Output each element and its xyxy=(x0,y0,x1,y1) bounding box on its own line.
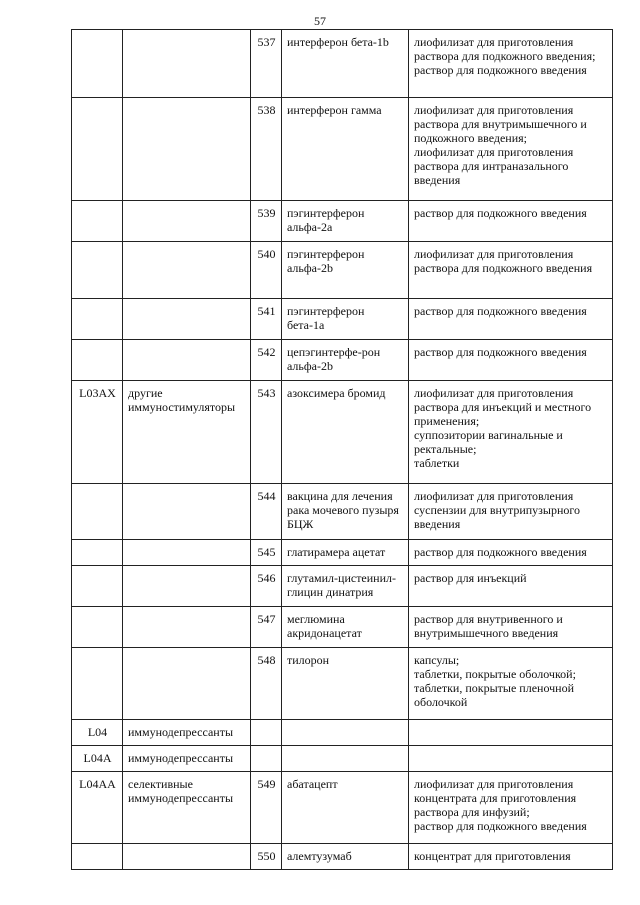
table-row xyxy=(72,299,613,340)
row-number-cell: 548 xyxy=(251,648,282,720)
atc-code-cell: L04A xyxy=(72,746,123,772)
table-row xyxy=(72,844,613,870)
drug-name-cell: абатацепт xyxy=(282,772,409,844)
row-number-cell: 542 xyxy=(251,340,282,381)
dosage-form-cell: лиофилизат для приготовления раствора для подкожного введения; раствор для подкожного введения xyxy=(409,30,613,98)
group-name-cell xyxy=(123,299,251,340)
dosage-form-cell: раствор для подкожного введения xyxy=(409,299,613,340)
drug-name-cell: азоксимера бромид xyxy=(282,381,409,484)
drug-name-cell: интерферон гамма xyxy=(282,98,409,201)
group-name-cell xyxy=(123,30,251,98)
table-row xyxy=(72,772,613,844)
row-number-cell: 539 xyxy=(251,201,282,242)
group-name-cell xyxy=(123,648,251,720)
atc-code-cell xyxy=(72,484,123,540)
dosage-form-cell: раствор для подкожного введения xyxy=(409,201,613,242)
drug-name-cell: цепэгинтерфе-рон альфа-2b xyxy=(282,340,409,381)
table-row xyxy=(72,484,613,540)
drug-name-cell: тилорон xyxy=(282,648,409,720)
group-name-cell: другие иммуностимуляторы xyxy=(123,381,251,484)
drug-name-cell: алемтузумаб xyxy=(282,844,409,870)
drug-table xyxy=(71,29,613,870)
drug-name-cell xyxy=(282,720,409,746)
table-row xyxy=(72,720,613,746)
group-name-cell xyxy=(123,242,251,299)
row-number-cell: 546 xyxy=(251,566,282,607)
drug-name-cell: глатирамера ацетат xyxy=(282,540,409,566)
row-number-cell: 541 xyxy=(251,299,282,340)
row-number-cell: 550 xyxy=(251,844,282,870)
group-name-cell: селективные иммунодепрессанты xyxy=(123,772,251,844)
dosage-form-cell: раствор для инъекций xyxy=(409,566,613,607)
atc-code-cell: L03AX xyxy=(72,381,123,484)
row-number-cell: 549 xyxy=(251,772,282,844)
dosage-form-cell: лиофилизат для приготовления концентрата для приготовления раствора для инфузий; раствор для подкожного введения xyxy=(409,772,613,844)
atc-code-cell xyxy=(72,242,123,299)
table-row xyxy=(72,540,613,566)
table-row xyxy=(72,381,613,484)
group-name-cell: иммунодепрессанты xyxy=(123,720,251,746)
drug-name-cell: меглюмина акридонацетат xyxy=(282,607,409,648)
table-row xyxy=(72,340,613,381)
atc-code-cell xyxy=(72,98,123,201)
table-row xyxy=(72,607,613,648)
row-number-cell xyxy=(251,720,282,746)
dosage-form-cell xyxy=(409,746,613,772)
atc-code-cell xyxy=(72,201,123,242)
group-name-cell xyxy=(123,340,251,381)
dosage-form-cell: раствор для внутривенного и внутримышечного введения xyxy=(409,607,613,648)
dosage-form-cell: лиофилизат для приготовления раствора для инъекций и местного применения; суппозитории вагинальные и ректальные; таблетки xyxy=(409,381,613,484)
atc-code-cell xyxy=(72,607,123,648)
row-number-cell: 537 xyxy=(251,30,282,98)
drug-name-cell: вакцина для лечения рака мочевого пузыря БЦЖ xyxy=(282,484,409,540)
dosage-form-cell: лиофилизат для приготовления раствора для внутримышечного и подкожного введения; лиофилизат для приготовления раствора для интраназального введения xyxy=(409,98,613,201)
dosage-form-cell: раствор для подкожного введения xyxy=(409,340,613,381)
dosage-form-cell: капсулы; таблетки, покрытые оболочкой; таблетки, покрытые пленочной оболочкой xyxy=(409,648,613,720)
atc-code-cell xyxy=(72,30,123,98)
drug-name-cell: глутамил-цистеинил-глицин динатрия xyxy=(282,566,409,607)
page-number: 57 xyxy=(314,14,326,28)
atc-code-cell xyxy=(72,844,123,870)
atc-code-cell xyxy=(72,566,123,607)
drug-name-cell: пэгинтерферон альфа-2a xyxy=(282,201,409,242)
atc-code-cell: L04AA xyxy=(72,772,123,844)
group-name-cell xyxy=(123,607,251,648)
atc-code-cell xyxy=(72,648,123,720)
group-name-cell: иммунодепрессанты xyxy=(123,746,251,772)
table-row xyxy=(72,201,613,242)
row-number-cell xyxy=(251,746,282,772)
dosage-form-cell: лиофилизат для приготовления суспензии для внутрипузырного введения xyxy=(409,484,613,540)
row-number-cell: 543 xyxy=(251,381,282,484)
row-number-cell: 545 xyxy=(251,540,282,566)
dosage-form-cell: раствор для подкожного введения xyxy=(409,540,613,566)
row-number-cell: 547 xyxy=(251,607,282,648)
table-row xyxy=(72,648,613,720)
group-name-cell xyxy=(123,201,251,242)
table-row xyxy=(72,30,613,98)
dosage-form-cell: лиофилизат для приготовления раствора для подкожного введения xyxy=(409,242,613,299)
group-name-cell xyxy=(123,98,251,201)
group-name-cell xyxy=(123,566,251,607)
dosage-form-cell xyxy=(409,720,613,746)
atc-code-cell: L04 xyxy=(72,720,123,746)
table-row xyxy=(72,98,613,201)
group-name-cell xyxy=(123,484,251,540)
drug-name-cell: пэгинтерферон альфа-2b xyxy=(282,242,409,299)
table-row xyxy=(72,242,613,299)
table-row xyxy=(72,566,613,607)
atc-code-cell xyxy=(72,540,123,566)
drug-name-cell: пэгинтерферон бета-1a xyxy=(282,299,409,340)
drug-name-cell: интерферон бета-1b xyxy=(282,30,409,98)
dosage-form-cell: концентрат для приготовления xyxy=(409,844,613,870)
group-name-cell xyxy=(123,844,251,870)
atc-code-cell xyxy=(72,340,123,381)
atc-code-cell xyxy=(72,299,123,340)
table-row xyxy=(72,746,613,772)
row-number-cell: 544 xyxy=(251,484,282,540)
drug-name-cell xyxy=(282,746,409,772)
row-number-cell: 538 xyxy=(251,98,282,201)
row-number-cell: 540 xyxy=(251,242,282,299)
group-name-cell xyxy=(123,540,251,566)
